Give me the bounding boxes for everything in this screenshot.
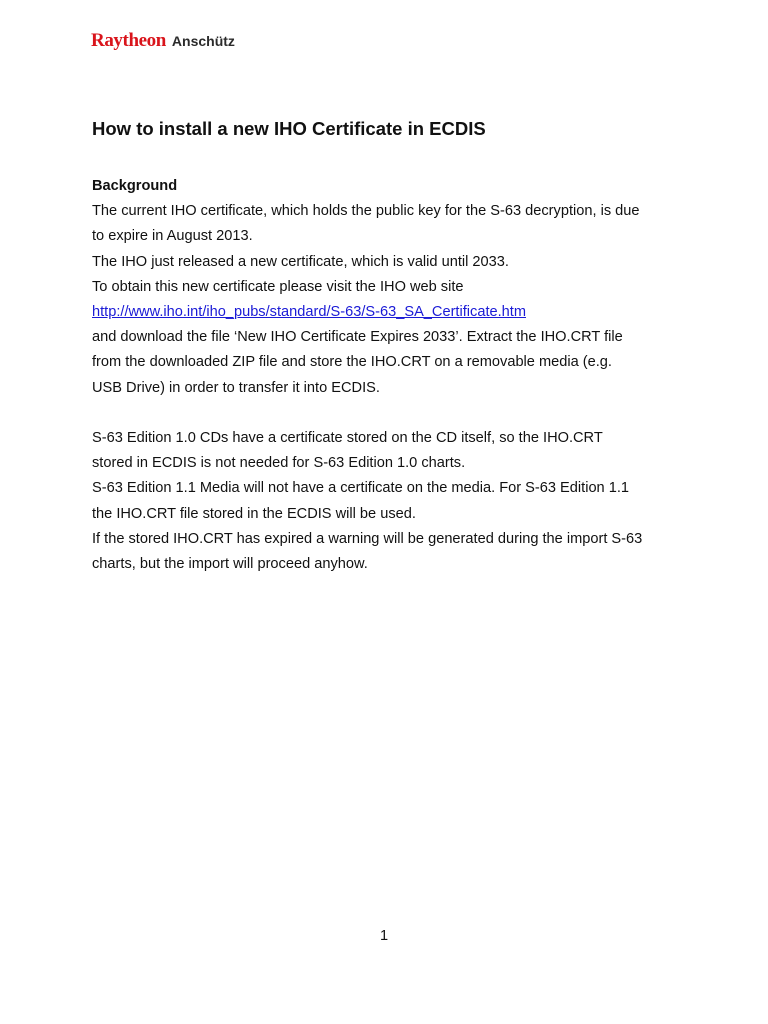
- document-title: How to install a new IHO Certificate in ECDIS: [92, 118, 486, 139]
- paragraph-line: stored in ECDIS is not needed for S-63 Edition 1.0 charts.: [92, 455, 466, 472]
- paragraph-line: S-63 Edition 1.0 CDs have a certificate stored on the CD itself, so the IHO.CRT: [92, 430, 603, 447]
- iho-certificate-link[interactable]: http://www.iho.int/iho_pubs/standard/S-63/S-63_SA_Certificate.htm: [92, 304, 526, 321]
- paragraph-line: charts, but the import will proceed anyhow.: [92, 556, 368, 573]
- paragraph-line: the IHO.CRT file stored in the ECDIS will be used.: [92, 505, 416, 522]
- paragraph-line: USB Drive) in order to transfer it into ECDIS.: [92, 379, 380, 396]
- section-heading-background: Background: [92, 178, 178, 194]
- paragraph-spacer: [92, 401, 692, 426]
- document-body: [92, 174, 692, 577]
- paragraph-line: and download the file ‘New IHO Certificate Expires 2033’. Extract the IHO.CRT file: [92, 329, 623, 346]
- company-logo: [91, 30, 235, 52]
- page-number: 1: [379, 928, 389, 944]
- paragraph-line: If the stored IHO.CRT has expired a warning will be generated during the import S-63: [92, 530, 643, 547]
- paragraph-line: to expire in August 2013.: [92, 228, 253, 245]
- paragraph-line: from the downloaded ZIP file and store the IHO.CRT on a removable media (e.g.: [92, 354, 612, 371]
- paragraph-line: To obtain this new certificate please visit the IHO web site: [92, 278, 464, 295]
- paragraph-line: The IHO just released a new certificate, which is valid until 2033.: [92, 253, 509, 270]
- logo-brand-text: Raytheon: [91, 30, 166, 51]
- paragraph-line: The current IHO certificate, which holds the public key for the S-63 decryption, is due: [92, 203, 640, 220]
- paragraph-line: S-63 Edition 1.1 Media will not have a certificate on the media. For S-63 Edition 1.1: [92, 480, 630, 497]
- logo-sub-text: Anschütz: [171, 33, 235, 49]
